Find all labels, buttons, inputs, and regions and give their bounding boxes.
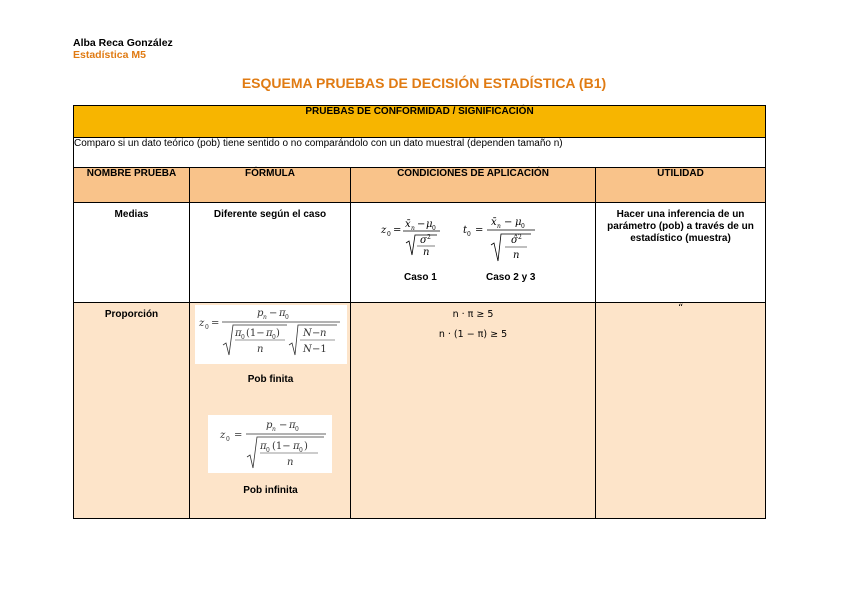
infinite-label: Pob infinita xyxy=(243,485,298,496)
case-1-label: Caso 1 xyxy=(404,272,437,283)
test-name: Medias xyxy=(74,203,190,303)
svg-text:=: = xyxy=(234,430,243,441)
svg-text:N: N xyxy=(303,344,312,355)
finite-formula-svg xyxy=(195,305,347,364)
svg-text:n: n xyxy=(497,223,501,230)
finite-formula-image xyxy=(195,305,347,364)
author-name: Alba Reca González xyxy=(73,37,173,49)
svg-text:0: 0 xyxy=(387,231,391,238)
svg-text:0: 0 xyxy=(272,334,276,341)
conditions-cell xyxy=(351,303,596,519)
svg-text:π: π xyxy=(289,420,296,431)
svg-text:μ: μ xyxy=(515,217,522,228)
svg-text:−: − xyxy=(417,219,426,230)
infinite-formula-svg xyxy=(208,415,332,473)
svg-text:0: 0 xyxy=(432,225,436,232)
author-block xyxy=(73,37,173,61)
svg-text:z: z xyxy=(199,318,205,329)
svg-text:0: 0 xyxy=(285,314,289,321)
svg-text:n: n xyxy=(287,457,294,468)
svg-text:n: n xyxy=(423,247,430,258)
column-header: CONDICIONES DE APLICACIÓN xyxy=(351,168,596,203)
column-header-row xyxy=(74,168,766,203)
svg-text:t: t xyxy=(463,225,468,236)
svg-text:n: n xyxy=(263,314,267,321)
svg-text:−: − xyxy=(269,308,278,319)
svg-text:0: 0 xyxy=(205,324,209,331)
svg-text:0: 0 xyxy=(241,334,245,341)
svg-text:z: z xyxy=(220,430,226,441)
svg-text:−1: −1 xyxy=(312,344,327,355)
svg-text:p: p xyxy=(266,420,273,431)
svg-text:σ: σ xyxy=(420,235,427,246)
section-description: Comparo si un dato teórico (pob) tiene sentido o no comparándolo con un dato muestral (dependen tamaño n) xyxy=(74,138,766,168)
svg-text:0: 0 xyxy=(521,223,525,230)
svg-text:n: n xyxy=(257,344,264,355)
svg-text:p: p xyxy=(257,308,264,319)
svg-text:0: 0 xyxy=(266,447,270,454)
case-2-3-label: Caso 2 y 3 xyxy=(486,272,536,283)
column-header: NOMBRE PRUEBA xyxy=(74,168,190,203)
svg-text:): ) xyxy=(304,441,308,452)
description-row xyxy=(74,138,766,168)
svg-text:=: = xyxy=(393,225,402,236)
svg-text:(1−: (1− xyxy=(272,441,291,452)
svg-text:0: 0 xyxy=(226,436,230,443)
infinite-formula-image xyxy=(208,415,332,473)
mean-formulas-svg xyxy=(351,203,594,293)
svg-text:0: 0 xyxy=(467,231,471,238)
section-header-row xyxy=(74,106,766,138)
test-name: Proporción xyxy=(74,303,190,519)
section-title: PRUEBAS DE CONFORMIDAD / SIGNIFICACIÓN xyxy=(74,106,766,138)
svg-text:π: π xyxy=(279,308,286,319)
svg-text:2: 2 xyxy=(427,234,431,241)
svg-text:n: n xyxy=(320,328,327,339)
column-header: UTILIDAD xyxy=(596,168,766,203)
svg-text:z: z xyxy=(381,225,387,236)
subject-name: Estadística M5 xyxy=(73,49,146,61)
finite-label: Pob finita xyxy=(247,374,294,385)
utility-ditto: “ xyxy=(596,303,766,519)
column-header: FÓRMULA xyxy=(190,168,351,203)
svg-text:): ) xyxy=(276,328,280,339)
svg-text:−: − xyxy=(312,328,321,339)
svg-text:μ: μ xyxy=(426,219,433,230)
page-title: ESQUEMA PRUEBAS DE DECISIÓN ESTADÍSTICA (B1) xyxy=(241,75,607,91)
utility-text: Hacer una inferencia de un parámetro (pob) a través de un estadístico (muestra) xyxy=(596,203,766,303)
table-row xyxy=(74,303,766,519)
svg-text:N: N xyxy=(303,328,312,339)
svg-text:π: π xyxy=(235,328,242,339)
svg-text:(1−: (1− xyxy=(246,328,265,339)
svg-text:0: 0 xyxy=(299,447,303,454)
svg-text:x̄: x̄ xyxy=(491,217,497,228)
condition-1: n · π ≥ 5 xyxy=(452,309,494,320)
svg-text:0: 0 xyxy=(295,426,299,433)
svg-text:π: π xyxy=(260,441,267,452)
svg-text:π: π xyxy=(266,328,273,339)
svg-text:−: − xyxy=(279,420,288,431)
svg-text:x̄: x̄ xyxy=(405,219,411,230)
svg-text:σ̂: σ̂ xyxy=(511,235,518,246)
formula-note: Diferente según el caso xyxy=(190,203,351,303)
table-row xyxy=(74,203,766,303)
svg-text:n: n xyxy=(272,426,276,433)
svg-text:=: = xyxy=(211,318,220,329)
decision-tests-table xyxy=(73,105,766,519)
svg-text:2: 2 xyxy=(518,234,522,241)
proportion-formula-cell xyxy=(190,303,351,519)
svg-text:n: n xyxy=(411,225,415,232)
svg-text:n: n xyxy=(513,250,520,261)
conditions-cell xyxy=(351,203,596,303)
svg-text:π: π xyxy=(293,441,300,452)
condition-2: n · (1 − π) ≥ 5 xyxy=(438,329,508,340)
svg-text:−: − xyxy=(504,217,513,228)
svg-text:=: = xyxy=(475,225,484,236)
